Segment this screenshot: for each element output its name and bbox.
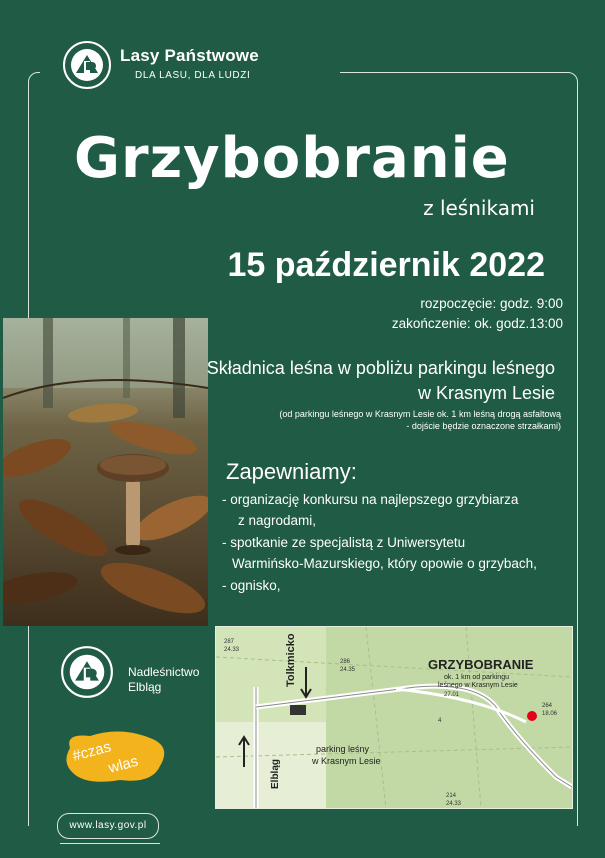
website-link[interactable]: www.lasy.gov.pl (57, 813, 159, 839)
map-title: GRZYBOBRANIE (428, 657, 534, 672)
location-map (215, 626, 573, 809)
map-note-1: ok. 1 km od parkingu (444, 674, 509, 681)
czas-w-las-badge (60, 728, 170, 786)
map-height: 18.06 (542, 711, 558, 717)
map-height: 214 (446, 793, 457, 799)
event-title: Grzybobranie (74, 126, 510, 191)
offer-item: - spotkanie ze specjalistą z Uniwersytetu (222, 535, 466, 550)
event-end-time: zakończenie: ok. godz.13:00 (391, 316, 563, 331)
offer-item: z nagrodami, (238, 513, 317, 528)
location-line-2: w Krasnym Lesie (417, 383, 555, 403)
lasy-panstwowe-logo-icon (60, 645, 114, 699)
map-height: 24.33 (224, 647, 240, 653)
offer-item: - ognisko, (222, 578, 281, 593)
location-note-2: - dojście będzie oznaczone strzałkami) (406, 421, 561, 431)
event-start-time: rozpoczęcie: godz. 9:00 (420, 296, 563, 311)
map-road-elblag: Elbląg (270, 758, 281, 789)
badge-text-1: #czas (70, 738, 113, 765)
organizer-line-1: Nadleśnictwo (128, 665, 200, 679)
badge-text-2: wlas (106, 752, 141, 777)
frame-gap-bottom (160, 826, 580, 858)
offer-item: - organizację konkursu na najlepszego grzybiarza (222, 492, 519, 507)
mushroom-photo (3, 318, 208, 626)
offer-heading: Zapewniamy: (226, 459, 357, 484)
event-subtitle: z leśnikami (423, 196, 535, 220)
map-road-tolkmicko: Tolkmicko (285, 633, 297, 687)
brand-name: Lasy Państwowe (120, 46, 259, 65)
map-height: 4 (438, 718, 442, 724)
event-date: 15 październik 2022 (227, 246, 545, 284)
brand-tagline: DLA LASU, DLA LUDZI (135, 70, 251, 81)
map-height: 287 (224, 639, 235, 645)
lasy-panstwowe-logo-icon (62, 40, 112, 90)
frame-gap-bottom-left (20, 826, 60, 858)
map-height: 24.35 (340, 667, 356, 673)
map-height: 286 (340, 659, 351, 665)
location-line-1: Składnica leśna w pobliżu parkingu leśnego (206, 358, 555, 378)
offer-item: Warmińsko-Mazurskiego, który opowie o grzybach, (232, 556, 537, 571)
organizer-line-2: Elbląg (128, 680, 162, 694)
map-height: 24.33 (446, 801, 462, 807)
map-parking-2: w Krasnym Lesie (312, 756, 381, 766)
map-height: 27.01 (444, 692, 460, 698)
map-note-2: leśnego w Krasnym Lesie (438, 682, 518, 689)
map-height: 264 (542, 703, 553, 709)
map-parking-1: parking leśny (316, 744, 370, 754)
location-note-1: (od parkingu leśnego w Krasnym Lesie ok. 1 km leśną drogą asfaltową (279, 409, 561, 419)
